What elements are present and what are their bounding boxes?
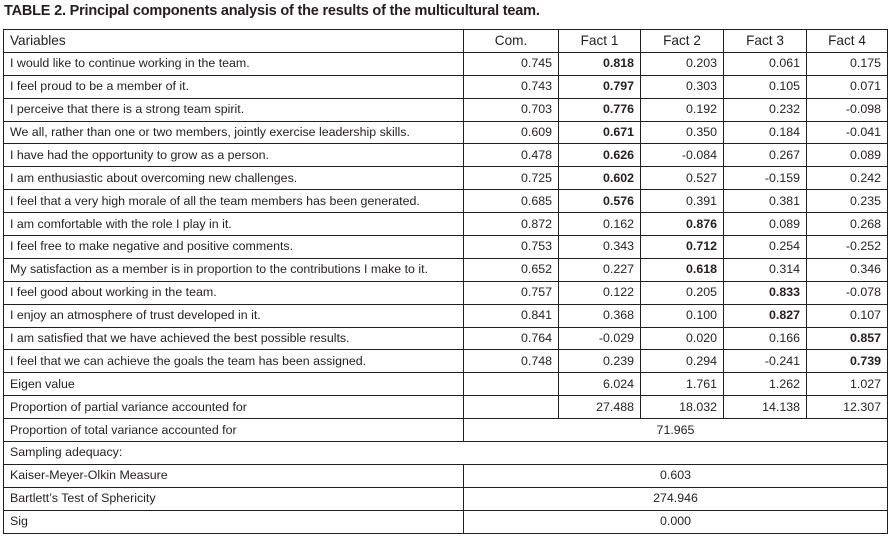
factor-1-loading-cell: 0.122: [559, 281, 641, 304]
factor-2-loading-cell: 0.100: [641, 304, 724, 327]
table-row: [4, 236, 888, 259]
variable-label: My satisfaction as a member is in proportion to the contributions I make to it.: [4, 258, 464, 281]
table-row: [4, 213, 888, 236]
factor-2-loading-cell: 0.876: [641, 213, 724, 236]
communality-cell: 0.743: [464, 75, 559, 98]
table-row: [4, 52, 888, 75]
table-row: [4, 190, 888, 213]
factor-4-loading-cell: 0.268: [807, 213, 888, 236]
header-com: Com.: [464, 30, 559, 53]
communality-cell: 0.609: [464, 121, 559, 144]
table-row: [4, 121, 888, 144]
communality-cell: 0.685: [464, 190, 559, 213]
factor-1-loading-cell: -0.029: [559, 327, 641, 350]
factor-1-loading-cell: 0.818: [559, 52, 641, 75]
table-row: [4, 350, 888, 373]
factor-3-loading-cell: 0.089: [724, 213, 807, 236]
bartlett-row: [4, 487, 888, 510]
factor-3-loading-cell: 0.232: [724, 98, 807, 121]
table-row: [4, 144, 888, 167]
sampling-adequacy-heading: Sampling adequacy:: [4, 442, 888, 465]
factor-4-loading-cell: 0.089: [807, 144, 888, 167]
variable-label: I enjoy an atmosphere of trust developed in it.: [4, 304, 464, 327]
factor-3-loading-cell: 0.381: [724, 190, 807, 213]
total-variance-value: 71.965: [464, 419, 888, 442]
factor-4-loading-cell: 0.346: [807, 258, 888, 281]
communality-cell: 0.841: [464, 304, 559, 327]
communality-cell: 0.725: [464, 167, 559, 190]
factor-1-loading-cell: 0.602: [559, 167, 641, 190]
bartlett-label: Bartlett’s Test of Sphericity: [4, 487, 464, 510]
table-row: [4, 167, 888, 190]
eigen-value-fact-4: 1.027: [807, 373, 888, 396]
factor-2-loading-cell: 0.303: [641, 75, 724, 98]
partial-variance-label: Proportion of partial variance accounted for: [4, 396, 464, 419]
eigen-value-fact-3: 1.262: [724, 373, 807, 396]
table-caption: TABLE 2. Principal components analysis of the results of the multicultural team.: [4, 3, 540, 19]
variable-label: I have had the opportunity to grow as a person.: [4, 144, 464, 167]
factor-3-loading-cell: -0.241: [724, 350, 807, 373]
factor-3-loading-cell: 0.166: [724, 327, 807, 350]
header-variables: Variables: [4, 30, 464, 53]
table-row: [4, 327, 888, 350]
eigen-value-row: [4, 373, 888, 396]
factor-2-loading-cell: 0.618: [641, 258, 724, 281]
factor-4-loading-cell: 0.242: [807, 167, 888, 190]
variable-label: I am comfortable with the role I play in it.: [4, 213, 464, 236]
factor-2-loading-cell: 0.391: [641, 190, 724, 213]
variable-label: I feel proud to be a member of it.: [4, 75, 464, 98]
partial-variance-com-cell: [464, 396, 559, 419]
variable-label: I am satisfied that we have achieved the best possible results.: [4, 327, 464, 350]
communality-cell: 0.757: [464, 281, 559, 304]
factor-4-loading-cell: 0.857: [807, 327, 888, 350]
factor-4-loading-cell: 0.235: [807, 190, 888, 213]
factor-1-loading-cell: 0.776: [559, 98, 641, 121]
factor-2-loading-cell: 0.712: [641, 236, 724, 259]
sig-row: [4, 510, 888, 533]
table-row: [4, 281, 888, 304]
partial-variance-row: [4, 396, 888, 419]
sampling-adequacy-row: [4, 442, 888, 465]
sig-value: 0.000: [464, 510, 888, 533]
factor-3-loading-cell: 0.827: [724, 304, 807, 327]
factor-1-loading-cell: 0.343: [559, 236, 641, 259]
kmo-value: 0.603: [464, 464, 888, 487]
communality-cell: 0.753: [464, 236, 559, 259]
partial-variance-fact-1: 27.488: [559, 396, 641, 419]
eigen-value-fact-2: 1.761: [641, 373, 724, 396]
factor-3-loading-cell: 0.061: [724, 52, 807, 75]
variable-label: I feel free to make negative and positive comments.: [4, 236, 464, 259]
variable-label: I feel that we can achieve the goals the team has been assigned.: [4, 350, 464, 373]
factor-2-loading-cell: -0.084: [641, 144, 724, 167]
partial-variance-fact-2: 18.032: [641, 396, 724, 419]
factor-2-loading-cell: 0.205: [641, 281, 724, 304]
table-row: [4, 98, 888, 121]
factor-3-loading-cell: 0.184: [724, 121, 807, 144]
factor-4-loading-cell: -0.098: [807, 98, 888, 121]
eigen-value-label: Eigen value: [4, 373, 464, 396]
factor-2-loading-cell: 0.203: [641, 52, 724, 75]
total-variance-row: [4, 419, 888, 442]
header-fact-3: Fact 3: [724, 30, 807, 53]
factor-2-loading-cell: 0.294: [641, 350, 724, 373]
communality-cell: 0.652: [464, 258, 559, 281]
factor-3-loading-cell: 0.267: [724, 144, 807, 167]
header-fact-1: Fact 1: [559, 30, 641, 53]
bartlett-value: 274.946: [464, 487, 888, 510]
factor-4-loading-cell: 0.107: [807, 304, 888, 327]
table-row: [4, 258, 888, 281]
factor-4-loading-cell: -0.041: [807, 121, 888, 144]
communality-cell: 0.745: [464, 52, 559, 75]
variable-label: I feel that a very high morale of all the team members has been generated.: [4, 190, 464, 213]
factor-3-loading-cell: 0.833: [724, 281, 807, 304]
factor-1-loading-cell: 0.797: [559, 75, 641, 98]
factor-1-loading-cell: 0.162: [559, 213, 641, 236]
factor-2-loading-cell: 0.192: [641, 98, 724, 121]
pca-table: [3, 29, 888, 534]
header-fact-2: Fact 2: [641, 30, 724, 53]
variable-label: I am enthusiastic about overcoming new challenges.: [4, 167, 464, 190]
factor-2-loading-cell: 0.020: [641, 327, 724, 350]
factor-3-loading-cell: 0.105: [724, 75, 807, 98]
variable-label: I would like to continue working in the team.: [4, 52, 464, 75]
factor-4-loading-cell: 0.739: [807, 350, 888, 373]
table-row: [4, 75, 888, 98]
variable-label: I feel good about working in the team.: [4, 281, 464, 304]
factor-3-loading-cell: 0.254: [724, 236, 807, 259]
communality-cell: 0.872: [464, 213, 559, 236]
factor-1-loading-cell: 0.576: [559, 190, 641, 213]
factor-4-loading-cell: 0.071: [807, 75, 888, 98]
kmo-label: Kaiser-Meyer-Olkin Measure: [4, 464, 464, 487]
factor-2-loading-cell: 0.527: [641, 167, 724, 190]
sig-label: Sig: [4, 510, 464, 533]
total-variance-label: Proportion of total variance accounted for: [4, 419, 464, 442]
communality-cell: 0.764: [464, 327, 559, 350]
header-row: [4, 30, 888, 53]
factor-1-loading-cell: 0.368: [559, 304, 641, 327]
communality-cell: 0.748: [464, 350, 559, 373]
factor-1-loading-cell: 0.227: [559, 258, 641, 281]
eigen-value-fact-1: 6.024: [559, 373, 641, 396]
table-row: [4, 304, 888, 327]
eigen-value-com-cell: [464, 373, 559, 396]
factor-2-loading-cell: 0.350: [641, 121, 724, 144]
factor-1-loading-cell: 0.626: [559, 144, 641, 167]
header-fact-4: Fact 4: [807, 30, 888, 53]
factor-4-loading-cell: 0.175: [807, 52, 888, 75]
factor-1-loading-cell: 0.239: [559, 350, 641, 373]
partial-variance-fact-3: 14.138: [724, 396, 807, 419]
communality-cell: 0.478: [464, 144, 559, 167]
factor-3-loading-cell: 0.314: [724, 258, 807, 281]
factor-1-loading-cell: 0.671: [559, 121, 641, 144]
factor-4-loading-cell: -0.078: [807, 281, 888, 304]
variable-label: We all, rather than one or two members, jointly exercise leadership skills.: [4, 121, 464, 144]
partial-variance-fact-4: 12.307: [807, 396, 888, 419]
factor-3-loading-cell: -0.159: [724, 167, 807, 190]
communality-cell: 0.703: [464, 98, 559, 121]
factor-4-loading-cell: -0.252: [807, 236, 888, 259]
kmo-row: [4, 464, 888, 487]
variable-label: I perceive that there is a strong team spirit.: [4, 98, 464, 121]
